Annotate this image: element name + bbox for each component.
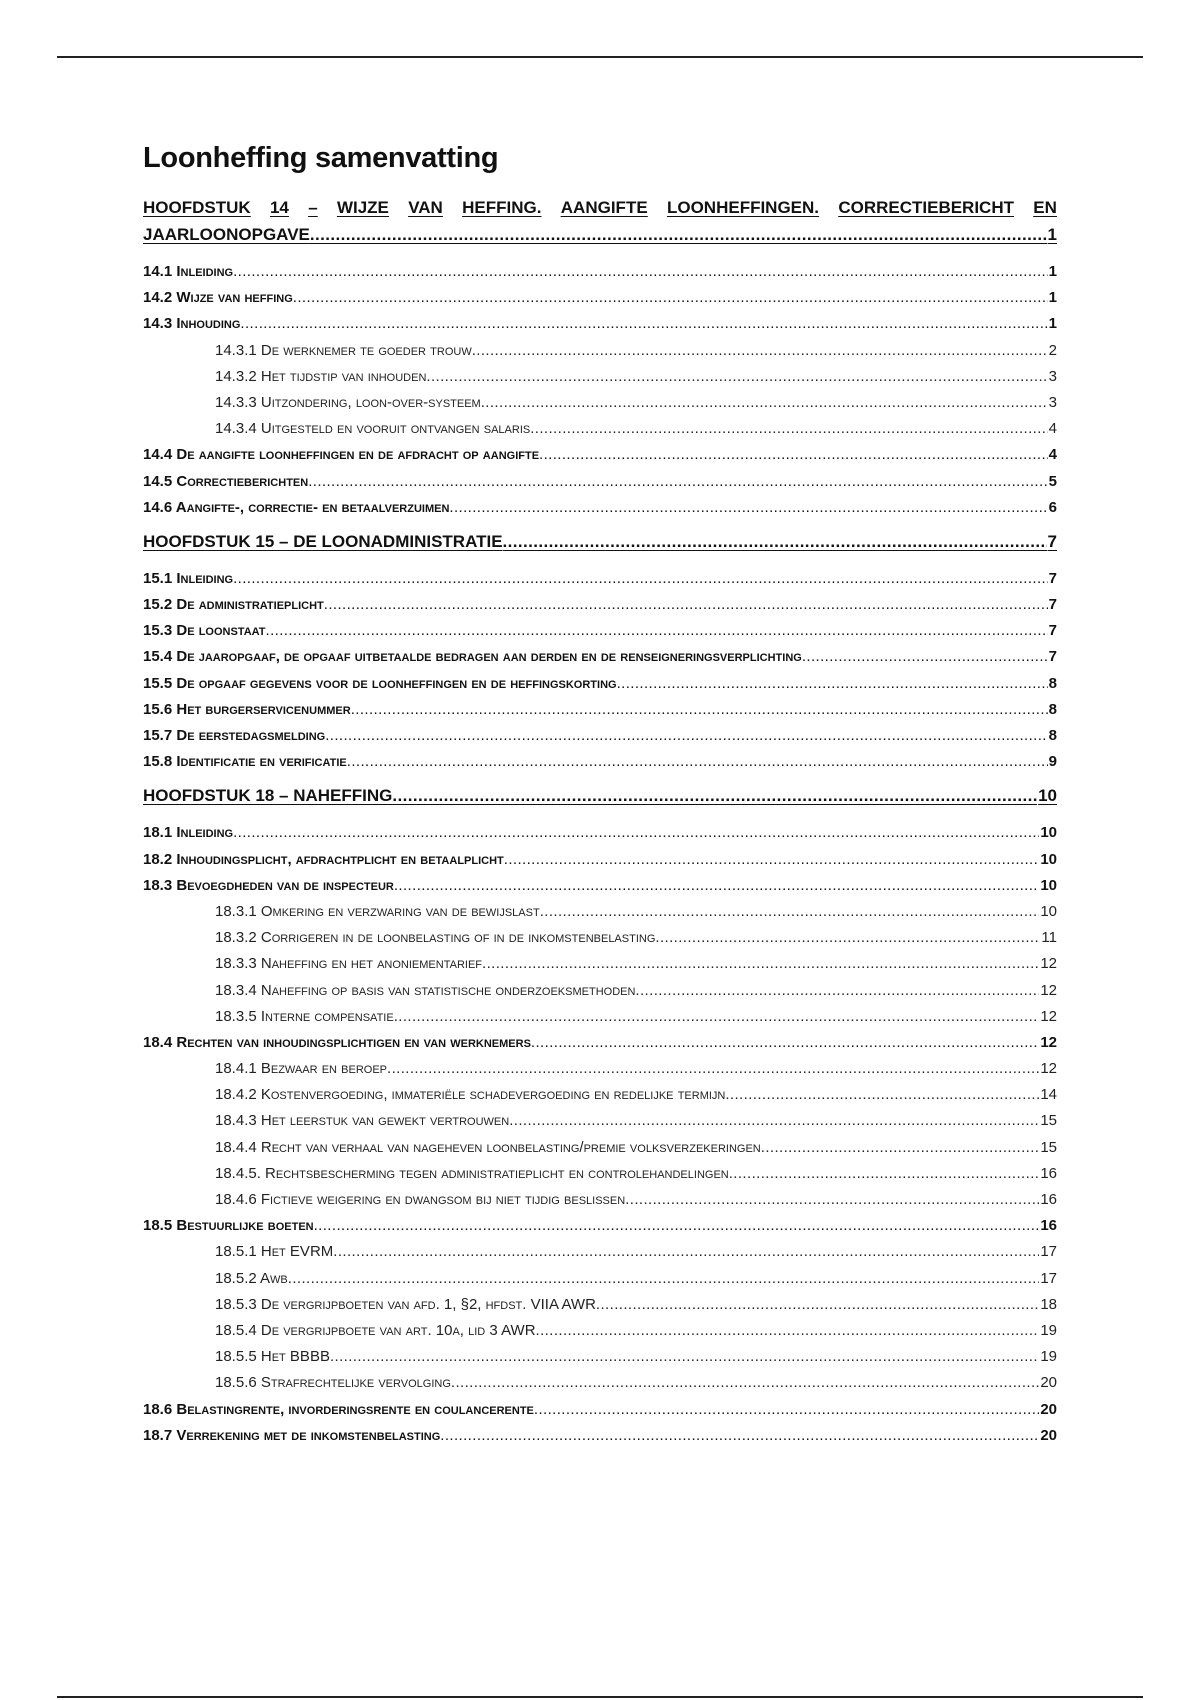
toc-subsection-entry[interactable] (143, 1292, 1057, 1318)
toc-entry-title: 18.4.5. Rechtsbescherming tegen administratieplicht en controlehandelingen (215, 1164, 729, 1182)
dot-leader (394, 1004, 1040, 1030)
toc-page-number: 8 (1048, 727, 1057, 744)
dot-leader (288, 1266, 1040, 1292)
toc-section-entry[interactable] (143, 723, 1057, 749)
spacer (143, 555, 1057, 566)
toc-entry-title: 14.3.3 Uitzondering, loon-over-systeem (215, 393, 481, 411)
dot-leader (536, 1318, 1040, 1344)
toc-page-number: 7 (1048, 622, 1057, 640)
table-of-contents (143, 194, 1057, 1449)
toc-subsection-entry[interactable] (143, 951, 1057, 977)
toc-page-number: 19 (1040, 1348, 1057, 1366)
spacer (143, 809, 1057, 820)
toc-page-number: 11 (1041, 929, 1057, 947)
dot-leader (449, 495, 1047, 521)
dot-leader (540, 899, 1040, 925)
footer-rule (57, 1696, 1143, 1698)
toc-subsection-entry[interactable] (143, 416, 1057, 442)
toc-page-number: 2 (1048, 341, 1057, 359)
toc-chapter-word: 14 (269, 198, 289, 217)
dot-leader (233, 259, 1048, 285)
toc-entry-title: 18.3.2 Corrigeren in de loonbelasting of in de inkomstenbelasting (215, 929, 656, 947)
dot-leader (530, 416, 1047, 442)
toc-subsection-entry[interactable] (143, 1187, 1057, 1213)
toc-entry-title: 18.4.1 Bezwaar en beroep (215, 1060, 387, 1078)
toc-entry-title: 14.3.2 Het tijdstip van inhouden (215, 367, 427, 385)
toc-page-number: 10 (1040, 876, 1057, 894)
dot-leader (472, 338, 1048, 364)
toc-page-number: 7 (1048, 569, 1057, 587)
toc-subsection-entry[interactable] (143, 338, 1057, 364)
toc-page-number: 12 (1040, 1060, 1057, 1078)
toc-entry-title: 18.4.6 Fictieve weigering en dwangsom bij niet tijdig beslissen (215, 1191, 626, 1208)
dot-leader (635, 978, 1039, 1004)
dot-leader (426, 364, 1047, 390)
toc-page-number: 17 (1040, 1243, 1057, 1261)
toc-chapter-word: EN (1033, 198, 1057, 217)
toc-entry-title: 15.5 De opgaaf gegevens voor de loonheffingen en de heffingskorting (143, 674, 617, 692)
dot-leader (509, 1108, 1039, 1134)
toc-page-number: 10 (1038, 786, 1057, 806)
toc-entry-title: 14.2 Wijze van heffing (143, 289, 293, 307)
dot-leader (440, 1423, 1039, 1449)
toc-page-number: 12 (1040, 981, 1057, 999)
toc-subsection-entry[interactable] (143, 1266, 1057, 1292)
toc-page-number: 1 (1048, 289, 1057, 307)
dot-leader (394, 873, 1039, 899)
toc-subsection-entry[interactable] (143, 1344, 1057, 1370)
toc-chapter-word: HOOFDSTUK (143, 198, 251, 217)
toc-entry-title: 14.1 Inleiding (143, 263, 234, 280)
toc-section-entry[interactable] (143, 442, 1057, 468)
toc-entry-title: 18.5.5 Het BBBB (215, 1348, 330, 1366)
toc-entry-title: 18.5.6 Strafrechtelijke vervolging (215, 1374, 451, 1392)
toc-chapter-word: – (308, 198, 318, 217)
toc-page-number: 5 (1048, 472, 1057, 490)
dot-leader (333, 1239, 1039, 1265)
toc-page-number: 4 (1048, 446, 1057, 464)
toc-page-number: 7 (1048, 648, 1057, 666)
toc-subsection-entry[interactable] (143, 1004, 1057, 1030)
toc-entry-title: 18.5.2 Awb (215, 1269, 288, 1287)
toc-section-entry[interactable] (143, 311, 1057, 337)
toc-page-number: 1 (1047, 225, 1057, 244)
toc-page-number: 7 (1047, 531, 1057, 551)
toc-subsection-entry[interactable] (143, 978, 1057, 1004)
toc-chapter-heading[interactable] (143, 221, 1057, 248)
toc-entry-title: 14.3 Inhouding (143, 315, 241, 333)
toc-subsection-entry[interactable] (143, 1082, 1057, 1108)
toc-entry-title: 18.4.2 Kostenvergoeding, immateriële schadevergoeding en redelijke termijn (215, 1086, 726, 1104)
dot-leader (325, 723, 1047, 749)
dot-leader (761, 1135, 1040, 1161)
toc-page-number: 20 (1040, 1374, 1057, 1392)
toc-entry-title: JAARLOONOPGAVE (143, 225, 310, 244)
toc-entry-title: 14.5 Correctieberichten (143, 472, 309, 490)
toc-page-number: 16 (1040, 1164, 1057, 1182)
spacer (143, 521, 1057, 528)
dot-leader (351, 697, 1048, 723)
toc-page-number: 8 (1048, 700, 1057, 718)
dot-leader (482, 951, 1039, 977)
spacer (143, 248, 1057, 259)
toc-entry-title: 15.7 De eerstedagsmelding (143, 727, 326, 744)
dot-leader (504, 847, 1040, 873)
toc-entry-title: 18.6 Belastingrente, invorderingsrente en coulancerente (143, 1400, 534, 1418)
dot-leader (233, 566, 1048, 592)
dot-leader (314, 1213, 1040, 1239)
toc-entry-title: 15.4 De jaaropgaaf, de opgaaf uitbetaalde bedragen aan derden en de renseigneringsverplichting (143, 648, 802, 666)
toc-chapter-word: AANGIFTE (560, 198, 648, 217)
toc-entry-title: 18.7 Verrekening met de inkomstenbelasting (143, 1426, 441, 1444)
toc-entry-title: 15.6 Het burgerservicenummer (143, 700, 351, 718)
dot-leader (387, 1056, 1039, 1082)
toc-page-number: 9 (1048, 753, 1057, 771)
toc-section-entry[interactable] (143, 847, 1057, 873)
toc-entry-title: 14.4 De aangifte loonheffingen en de afdracht op aangifte (143, 446, 540, 464)
toc-subsection-entry[interactable] (143, 1108, 1057, 1134)
toc-entry-title: 15.8 Identificatie en verificatie (143, 753, 347, 771)
dot-leader (534, 1397, 1039, 1423)
toc-page-number: 20 (1040, 1426, 1057, 1444)
toc-section-entry[interactable] (143, 566, 1057, 592)
header-rule (57, 56, 1143, 58)
toc-entry-title: HOOFDSTUK 15 – DE LOONADMINISTRATIE (143, 531, 503, 551)
toc-entry-title: 15.3 De loonstaat (143, 622, 266, 640)
toc-page-number: 8 (1048, 674, 1057, 692)
toc-page-number: 12 (1040, 1033, 1057, 1051)
toc-page-number: 17 (1040, 1269, 1057, 1287)
dot-leader (240, 311, 1047, 337)
toc-section-entry[interactable] (143, 820, 1057, 846)
toc-entry-title: 15.1 Inleiding (143, 569, 234, 587)
dot-leader (503, 528, 1047, 555)
toc-chapter-heading-line[interactable] (143, 194, 1057, 221)
toc-entry-title: 18.4.4 Recht van verhaal van nageheven loonbelasting/premie volksverzekeringen (215, 1138, 761, 1156)
toc-page-number: 15 (1040, 1138, 1057, 1156)
toc-section-entry[interactable] (143, 749, 1057, 775)
toc-entry-title: 18.2 Inhoudingsplicht, afdrachtplicht en betaalplicht (143, 850, 504, 868)
toc-subsection-entry[interactable] (143, 1318, 1057, 1344)
toc-chapter-word: HEFFING. (462, 198, 542, 217)
dot-leader (324, 592, 1048, 618)
dot-leader (625, 1187, 1039, 1213)
toc-section-entry[interactable] (143, 873, 1057, 899)
toc-chapter-word: CORRECTIEBERICHT (838, 198, 1014, 217)
toc-page-number: 7 (1048, 596, 1057, 614)
toc-subsection-entry[interactable] (143, 1056, 1057, 1082)
dot-leader (310, 221, 1047, 248)
toc-entry-title: 14.6 Aangifte-, correctie- en betaalverzuimen (143, 498, 450, 516)
toc-entry-title: 18.5.1 Het EVRM (215, 1243, 334, 1261)
toc-section-entry[interactable] (143, 644, 1057, 670)
toc-section-entry[interactable] (143, 592, 1057, 618)
toc-page-number: 16 (1040, 1217, 1057, 1235)
dot-leader (392, 782, 1037, 809)
dot-leader (596, 1292, 1039, 1318)
toc-section-entry[interactable] (143, 1030, 1057, 1056)
toc-section-entry[interactable] (143, 1397, 1057, 1423)
toc-section-entry[interactable] (143, 1423, 1057, 1449)
toc-page-number: 10 (1040, 850, 1057, 868)
toc-subsection-entry[interactable] (143, 364, 1057, 390)
toc-entry-title: 15.2 De administratieplicht (143, 596, 324, 614)
toc-subsection-entry[interactable] (143, 1370, 1057, 1396)
toc-page-number: 3 (1048, 393, 1057, 411)
toc-chapter-heading[interactable] (143, 528, 1057, 555)
toc-entry-title: 18.3 Bevoegdheden van de inspecteur (143, 876, 394, 894)
toc-entry-title: 18.5.3 De vergrijpboeten van afd. 1, §2, hfdst. VIIA AWR (215, 1295, 596, 1313)
dot-leader (233, 820, 1039, 846)
toc-subsection-entry[interactable] (143, 925, 1057, 951)
toc-section-entry[interactable] (143, 495, 1057, 521)
toc-page-number: 19 (1040, 1321, 1057, 1339)
toc-entry-title: HOOFDSTUK 18 – NAHEFFING (143, 786, 393, 806)
toc-page-number: 10 (1040, 902, 1057, 920)
toc-entry-title: 18.5.4 De vergrijpboete van art. 10a, lid 3 AWR (215, 1321, 536, 1339)
toc-section-entry[interactable] (143, 469, 1057, 495)
toc-chapter-word: WIJZE (336, 198, 389, 217)
dot-leader (539, 442, 1048, 468)
dot-leader (729, 1161, 1040, 1187)
dot-leader (451, 1370, 1039, 1396)
toc-section-entry[interactable] (143, 1213, 1057, 1239)
dot-leader (308, 469, 1047, 495)
toc-section-entry[interactable] (143, 618, 1057, 644)
dot-leader (655, 925, 1040, 951)
toc-entry-title: 18.5 Bestuurlijke boeten (143, 1217, 314, 1235)
toc-subsection-entry[interactable] (143, 899, 1057, 925)
toc-page-number: 4 (1048, 420, 1057, 438)
toc-page-number: 3 (1048, 367, 1057, 385)
toc-entry-title: 18.1 Inleiding (143, 824, 234, 842)
dot-leader (347, 749, 1048, 775)
toc-page-number: 1 (1048, 263, 1057, 280)
toc-subsection-entry[interactable] (143, 1135, 1057, 1161)
toc-chapter-word: LOONHEFFINGEN. (666, 198, 820, 217)
dot-leader (266, 618, 1048, 644)
toc-page-number: 15 (1040, 1112, 1057, 1130)
toc-page-number: 14 (1040, 1086, 1057, 1104)
dot-leader (293, 285, 1048, 311)
toc-entry-title: 14.3.1 De werknemer te goeder trouw (215, 341, 472, 359)
toc-chapter-word: VAN (408, 198, 443, 217)
toc-subsection-entry[interactable] (143, 1161, 1057, 1187)
toc-entry-title: 18.3.3 Naheffing en het anoniementarief (215, 955, 483, 973)
dot-leader (725, 1082, 1039, 1108)
spacer (143, 775, 1057, 782)
toc-section-entry[interactable] (143, 697, 1057, 723)
toc-subsection-entry[interactable] (143, 1239, 1057, 1265)
dot-leader (481, 390, 1048, 416)
toc-section-entry[interactable] (143, 671, 1057, 697)
toc-chapter-heading[interactable] (143, 782, 1057, 809)
toc-entry-title: 14.3.4 Uitgesteld en vooruit ontvangen salaris (215, 420, 531, 438)
dot-leader (330, 1344, 1039, 1370)
toc-page-number: 12 (1040, 1007, 1057, 1025)
toc-section-entry[interactable] (143, 259, 1057, 285)
toc-entry-title: 18.4 Rechten van inhoudingsplichtigen en van werknemers (143, 1033, 531, 1051)
toc-entry-title: 18.3.1 Omkering en verzwaring van de bewijslast (215, 902, 540, 920)
toc-page-number: 10 (1040, 824, 1057, 842)
toc-entry-title: 18.3.5 Interne compensatie (215, 1007, 394, 1025)
toc-entry-title: 18.4.3 Het leerstuk van gewekt vertrouwen (215, 1112, 510, 1130)
page-title: Loonheffing samenvatting (143, 142, 499, 174)
toc-page-number: 6 (1048, 498, 1057, 516)
toc-entry-title: 18.3.4 Naheffing op basis van statistische onderzoeksmethoden (215, 981, 636, 999)
toc-section-entry[interactable] (143, 285, 1057, 311)
dot-leader (802, 644, 1048, 670)
dot-leader (531, 1030, 1039, 1056)
toc-page-number: 16 (1040, 1191, 1057, 1208)
toc-page-number: 18 (1040, 1295, 1057, 1313)
toc-page-number: 1 (1048, 315, 1057, 333)
dot-leader (617, 671, 1048, 697)
toc-subsection-entry[interactable] (143, 390, 1057, 416)
toc-page-number: 20 (1040, 1400, 1057, 1418)
toc-page-number: 12 (1040, 955, 1057, 973)
